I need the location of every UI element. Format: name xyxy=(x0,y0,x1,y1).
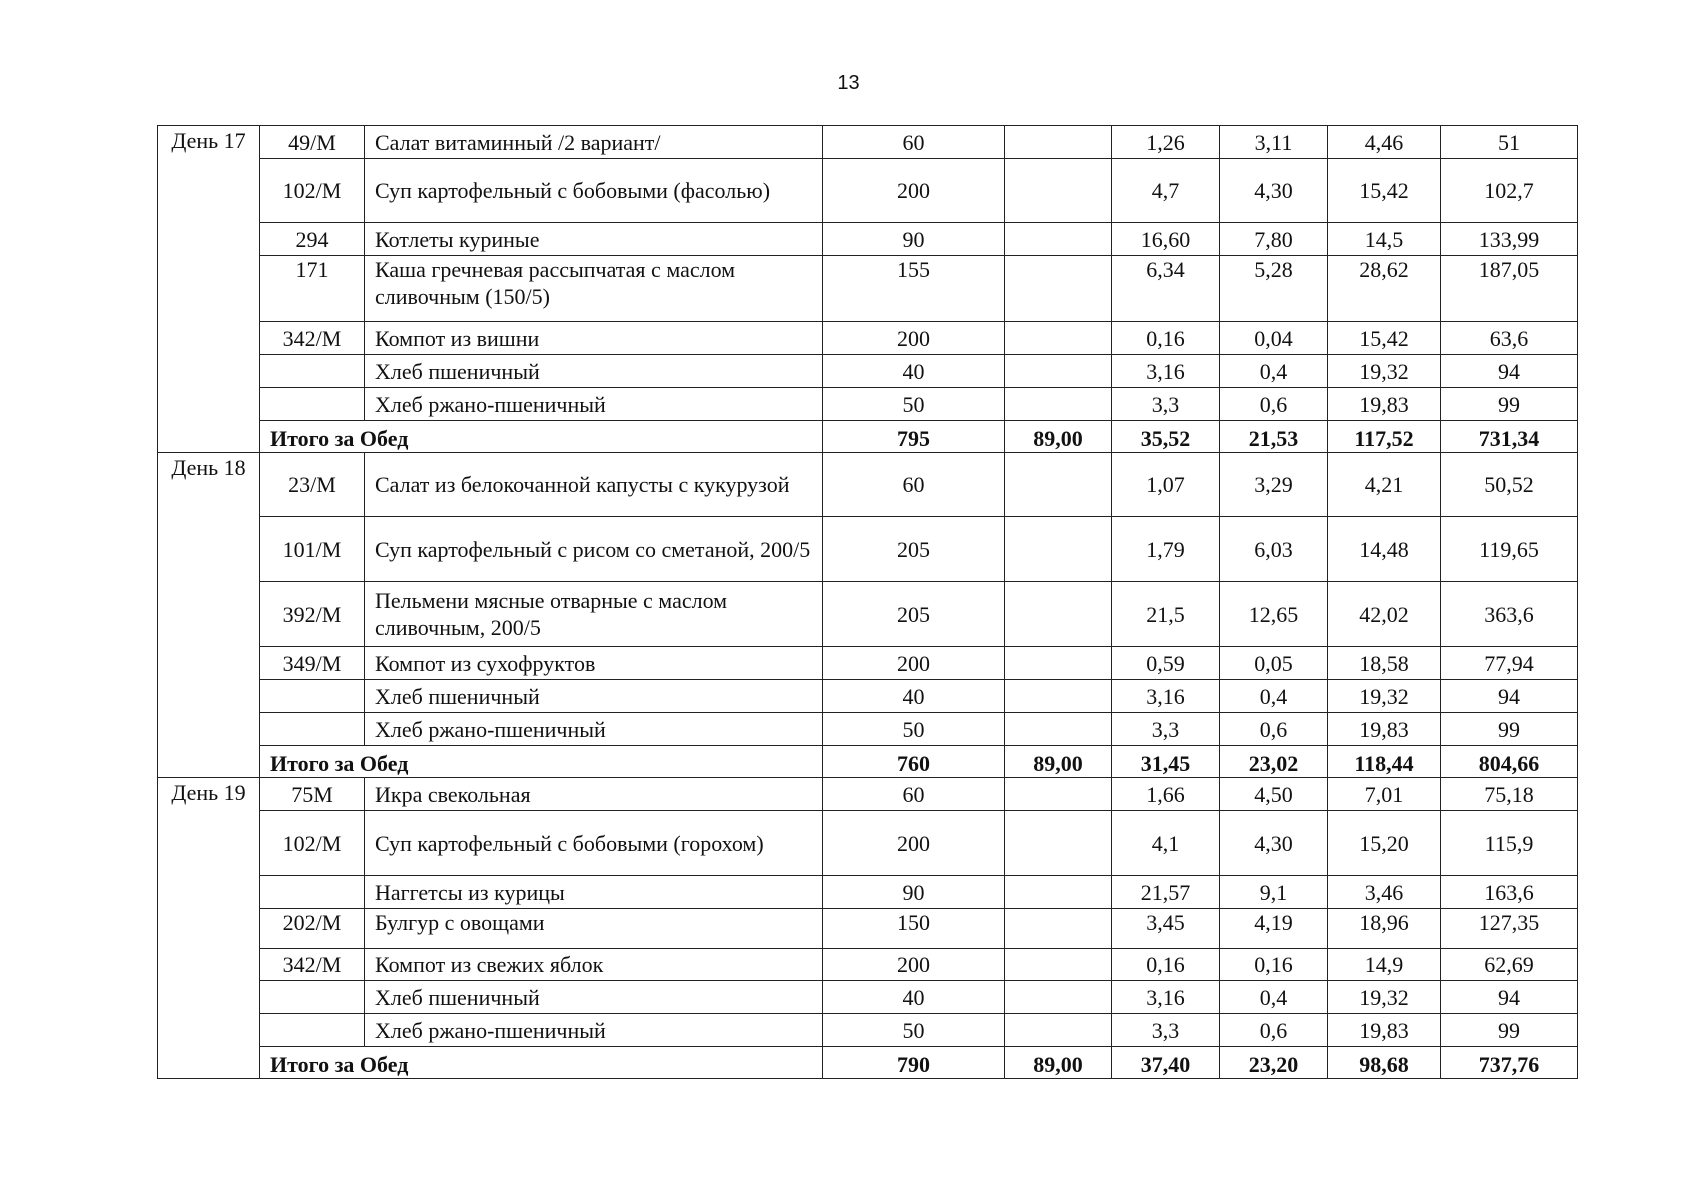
cell-kcal: 51 xyxy=(1441,126,1578,159)
dish-code: 202/М xyxy=(260,909,365,949)
dish-name: Салат витаминный /2 вариант/ xyxy=(365,126,823,159)
table-row xyxy=(158,126,1578,159)
cell-protein: 4,1 xyxy=(1112,811,1220,876)
total-fat: 23,20 xyxy=(1220,1047,1328,1079)
total-label: Итого за Обед xyxy=(260,421,823,453)
table-row xyxy=(158,256,1578,322)
cell-protein: 3,45 xyxy=(1112,909,1220,949)
cell-protein: 1,26 xyxy=(1112,126,1220,159)
table-row xyxy=(158,582,1578,647)
dish-code: 342/М xyxy=(260,949,365,981)
cell-price xyxy=(1005,159,1112,223)
cell-carbs: 19,32 xyxy=(1328,680,1441,713)
cell-fat: 4,30 xyxy=(1220,811,1328,876)
cell-carbs: 42,02 xyxy=(1328,582,1441,647)
cell-protein: 3,16 xyxy=(1112,355,1220,388)
cell-protein: 21,57 xyxy=(1112,876,1220,909)
cell-weight: 200 xyxy=(823,159,1005,223)
cell-weight: 155 xyxy=(823,256,1005,322)
dish-code xyxy=(260,1014,365,1047)
table-row xyxy=(158,453,1578,517)
cell-kcal: 99 xyxy=(1441,1014,1578,1047)
cell-protein: 16,60 xyxy=(1112,223,1220,256)
cell-price xyxy=(1005,388,1112,421)
dish-code xyxy=(260,713,365,746)
dish-code: 23/М xyxy=(260,453,365,517)
cell-protein: 21,5 xyxy=(1112,582,1220,647)
cell-protein: 0,59 xyxy=(1112,647,1220,680)
cell-carbs: 19,83 xyxy=(1328,713,1441,746)
dish-name: Икра свекольная xyxy=(365,778,823,811)
cell-kcal: 102,7 xyxy=(1441,159,1578,223)
table-row xyxy=(158,355,1578,388)
cell-carbs: 15,20 xyxy=(1328,811,1441,876)
cell-fat: 4,19 xyxy=(1220,909,1328,949)
dish-code: 102/М xyxy=(260,159,365,223)
cell-fat: 0,04 xyxy=(1220,322,1328,355)
dish-name: Хлеб ржано-пшеничный xyxy=(365,713,823,746)
cell-fat: 3,29 xyxy=(1220,453,1328,517)
day-label: День 19 xyxy=(158,778,260,1079)
cell-carbs: 19,83 xyxy=(1328,1014,1441,1047)
cell-protein: 3,3 xyxy=(1112,713,1220,746)
cell-weight: 150 xyxy=(823,909,1005,949)
table-row xyxy=(158,388,1578,421)
total-label: Итого за Обед xyxy=(260,1047,823,1079)
cell-fat: 9,1 xyxy=(1220,876,1328,909)
cell-fat: 3,11 xyxy=(1220,126,1328,159)
total-row xyxy=(158,1047,1578,1079)
cell-protein: 1,07 xyxy=(1112,453,1220,517)
cell-carbs: 4,21 xyxy=(1328,453,1441,517)
dish-code: 349/М xyxy=(260,647,365,680)
cell-kcal: 75,18 xyxy=(1441,778,1578,811)
cell-weight: 90 xyxy=(823,223,1005,256)
cell-kcal: 119,65 xyxy=(1441,517,1578,582)
cell-price xyxy=(1005,647,1112,680)
dish-name: Наггетсы из курицы xyxy=(365,876,823,909)
table-row xyxy=(158,981,1578,1014)
dish-code: 342/М xyxy=(260,322,365,355)
cell-protein: 4,7 xyxy=(1112,159,1220,223)
total-row xyxy=(158,421,1578,453)
cell-carbs: 28,62 xyxy=(1328,256,1441,322)
cell-fat: 7,80 xyxy=(1220,223,1328,256)
dish-name: Хлеб пшеничный xyxy=(365,981,823,1014)
total-protein: 31,45 xyxy=(1112,746,1220,778)
cell-kcal: 115,9 xyxy=(1441,811,1578,876)
cell-fat: 6,03 xyxy=(1220,517,1328,582)
cell-carbs: 4,46 xyxy=(1328,126,1441,159)
table-row xyxy=(158,909,1578,949)
cell-kcal: 127,35 xyxy=(1441,909,1578,949)
dish-code xyxy=(260,876,365,909)
cell-price xyxy=(1005,256,1112,322)
dish-code xyxy=(260,355,365,388)
cell-kcal: 187,05 xyxy=(1441,256,1578,322)
cell-protein: 1,79 xyxy=(1112,517,1220,582)
cell-carbs: 15,42 xyxy=(1328,322,1441,355)
total-kcal: 731,34 xyxy=(1441,421,1578,453)
cell-weight: 40 xyxy=(823,355,1005,388)
cell-price xyxy=(1005,981,1112,1014)
dish-name: Булгур с овощами xyxy=(365,909,823,949)
cell-kcal: 50,52 xyxy=(1441,453,1578,517)
total-fat: 21,53 xyxy=(1220,421,1328,453)
cell-protein: 0,16 xyxy=(1112,949,1220,981)
dish-name: Котлеты куриные xyxy=(365,223,823,256)
day-label: День 18 xyxy=(158,453,260,778)
cell-kcal: 63,6 xyxy=(1441,322,1578,355)
cell-weight: 40 xyxy=(823,981,1005,1014)
cell-price xyxy=(1005,126,1112,159)
cell-kcal: 94 xyxy=(1441,355,1578,388)
cell-price xyxy=(1005,223,1112,256)
cell-price xyxy=(1005,811,1112,876)
total-kcal: 737,76 xyxy=(1441,1047,1578,1079)
cell-price xyxy=(1005,355,1112,388)
total-protein: 35,52 xyxy=(1112,421,1220,453)
cell-carbs: 19,32 xyxy=(1328,355,1441,388)
cell-protein: 6,34 xyxy=(1112,256,1220,322)
cell-carbs: 19,83 xyxy=(1328,388,1441,421)
cell-protein: 3,16 xyxy=(1112,981,1220,1014)
cell-price xyxy=(1005,909,1112,949)
table-row xyxy=(158,713,1578,746)
cell-price xyxy=(1005,517,1112,582)
table-row xyxy=(158,322,1578,355)
table-row xyxy=(158,647,1578,680)
total-weight: 795 xyxy=(823,421,1005,453)
cell-carbs: 18,58 xyxy=(1328,647,1441,680)
dish-name: Компот из свежих яблок xyxy=(365,949,823,981)
table-row xyxy=(158,517,1578,582)
table-row xyxy=(158,1014,1578,1047)
cell-price xyxy=(1005,713,1112,746)
table-row xyxy=(158,680,1578,713)
cell-weight: 200 xyxy=(823,811,1005,876)
cell-price xyxy=(1005,322,1112,355)
dish-code xyxy=(260,680,365,713)
cell-weight: 50 xyxy=(823,388,1005,421)
dish-name: Хлеб пшеничный xyxy=(365,680,823,713)
cell-price xyxy=(1005,778,1112,811)
cell-price xyxy=(1005,876,1112,909)
dish-name: Салат из белокочанной капусты с кукурузой xyxy=(365,453,823,517)
cell-fat: 4,50 xyxy=(1220,778,1328,811)
total-carbs: 98,68 xyxy=(1328,1047,1441,1079)
cell-weight: 205 xyxy=(823,517,1005,582)
cell-weight: 90 xyxy=(823,876,1005,909)
day-label: День 17 xyxy=(158,126,260,453)
cell-kcal: 62,69 xyxy=(1441,949,1578,981)
dish-name: Каша гречневая рассыпчатая с маслом сливочным (150/5) xyxy=(365,256,823,322)
cell-protein: 0,16 xyxy=(1112,322,1220,355)
cell-fat: 0,05 xyxy=(1220,647,1328,680)
dish-name: Компот из сухофруктов xyxy=(365,647,823,680)
cell-protein: 3,16 xyxy=(1112,680,1220,713)
cell-kcal: 94 xyxy=(1441,680,1578,713)
dish-name: Компот из вишни xyxy=(365,322,823,355)
dish-code xyxy=(260,981,365,1014)
dish-name: Хлеб пшеничный xyxy=(365,355,823,388)
cell-fat: 5,28 xyxy=(1220,256,1328,322)
total-carbs: 118,44 xyxy=(1328,746,1441,778)
cell-weight: 200 xyxy=(823,647,1005,680)
cell-carbs: 19,32 xyxy=(1328,981,1441,1014)
dish-name: Хлеб ржано-пшеничный xyxy=(365,388,823,421)
cell-price xyxy=(1005,582,1112,647)
total-fat: 23,02 xyxy=(1220,746,1328,778)
cell-carbs: 7,01 xyxy=(1328,778,1441,811)
total-price: 89,00 xyxy=(1005,421,1112,453)
cell-weight: 40 xyxy=(823,680,1005,713)
dish-code: 101/М xyxy=(260,517,365,582)
total-weight: 760 xyxy=(823,746,1005,778)
cell-kcal: 133,99 xyxy=(1441,223,1578,256)
cell-kcal: 363,6 xyxy=(1441,582,1578,647)
menu-table-body xyxy=(158,126,1578,1079)
cell-price xyxy=(1005,680,1112,713)
cell-weight: 60 xyxy=(823,453,1005,517)
cell-fat: 12,65 xyxy=(1220,582,1328,647)
cell-price xyxy=(1005,949,1112,981)
dish-code: 75М xyxy=(260,778,365,811)
dish-code: 102/М xyxy=(260,811,365,876)
dish-name: Пельмени мясные отварные с маслом сливочным, 200/5 xyxy=(365,582,823,647)
cell-carbs: 14,48 xyxy=(1328,517,1441,582)
table-row xyxy=(158,778,1578,811)
cell-weight: 50 xyxy=(823,1014,1005,1047)
cell-price xyxy=(1005,1014,1112,1047)
dish-code xyxy=(260,388,365,421)
cell-weight: 200 xyxy=(823,322,1005,355)
table-row xyxy=(158,876,1578,909)
cell-fat: 0,6 xyxy=(1220,713,1328,746)
cell-protein: 3,3 xyxy=(1112,388,1220,421)
table-row xyxy=(158,949,1578,981)
total-kcal: 804,66 xyxy=(1441,746,1578,778)
total-weight: 790 xyxy=(823,1047,1005,1079)
table-row xyxy=(158,811,1578,876)
cell-carbs: 14,9 xyxy=(1328,949,1441,981)
cell-fat: 0,6 xyxy=(1220,1014,1328,1047)
cell-kcal: 99 xyxy=(1441,713,1578,746)
cell-kcal: 94 xyxy=(1441,981,1578,1014)
cell-carbs: 3,46 xyxy=(1328,876,1441,909)
cell-kcal: 99 xyxy=(1441,388,1578,421)
total-price: 89,00 xyxy=(1005,1047,1112,1079)
cell-weight: 50 xyxy=(823,713,1005,746)
cell-weight: 60 xyxy=(823,126,1005,159)
cell-price xyxy=(1005,453,1112,517)
total-label: Итого за Обед xyxy=(260,746,823,778)
menu-table xyxy=(157,125,1578,1079)
cell-fat: 0,6 xyxy=(1220,388,1328,421)
table-row xyxy=(158,223,1578,256)
cell-weight: 200 xyxy=(823,949,1005,981)
total-protein: 37,40 xyxy=(1112,1047,1220,1079)
cell-fat: 0,16 xyxy=(1220,949,1328,981)
cell-carbs: 14,5 xyxy=(1328,223,1441,256)
total-price: 89,00 xyxy=(1005,746,1112,778)
cell-weight: 205 xyxy=(823,582,1005,647)
dish-name: Суп картофельный с рисом со сметаной, 200/5 xyxy=(365,517,823,582)
table-row xyxy=(158,159,1578,223)
dish-name: Суп картофельный с бобовыми (фасолью) xyxy=(365,159,823,223)
cell-kcal: 77,94 xyxy=(1441,647,1578,680)
dish-code: 392/М xyxy=(260,582,365,647)
cell-weight: 60 xyxy=(823,778,1005,811)
cell-kcal: 163,6 xyxy=(1441,876,1578,909)
dish-code: 49/М xyxy=(260,126,365,159)
cell-protein: 1,66 xyxy=(1112,778,1220,811)
total-row xyxy=(158,746,1578,778)
dish-code: 171 xyxy=(260,256,365,322)
cell-carbs: 15,42 xyxy=(1328,159,1441,223)
cell-carbs: 18,96 xyxy=(1328,909,1441,949)
dish-name: Хлеб ржано-пшеничный xyxy=(365,1014,823,1047)
cell-fat: 0,4 xyxy=(1220,981,1328,1014)
cell-protein: 3,3 xyxy=(1112,1014,1220,1047)
page-number: 13 xyxy=(837,72,860,94)
total-carbs: 117,52 xyxy=(1328,421,1441,453)
dish-name: Суп картофельный с бобовыми (горохом) xyxy=(365,811,823,876)
dish-code: 294 xyxy=(260,223,365,256)
cell-fat: 0,4 xyxy=(1220,355,1328,388)
cell-fat: 0,4 xyxy=(1220,680,1328,713)
cell-fat: 4,30 xyxy=(1220,159,1328,223)
